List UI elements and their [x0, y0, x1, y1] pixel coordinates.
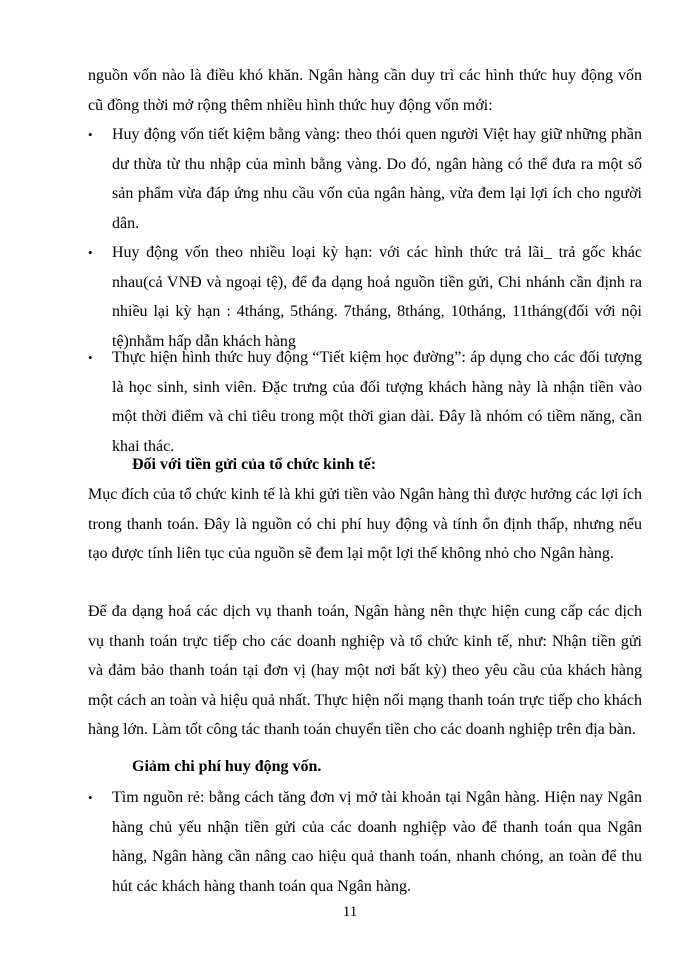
bullet-marker: •: [88, 790, 93, 805]
bullet-text: Huy động vốn tiết kiệm bằng vàng: theo thói quen người Việt hay giữ những phần dư thừa từ thu nhập của mình bằng vàng. Do đó, ngân hàng có thể đưa ra một số sản phẩm vừa đáp ứng nhu cầu vốn của ngân hàng, vừa đem lại lợi ích cho người dân.: [112, 126, 642, 232]
bullet-marker: •: [88, 350, 93, 365]
bullet-item-school-savings: [88, 343, 642, 461]
page-number: 11: [342, 904, 358, 920]
paragraph-payment-services: Để đa dạng hoá các dịch vụ thanh toán, Ngân hàng nên thực hiện cung cấp các dịch vụ thanh toán trực tiếp cho các doanh nghiệp và tổ chức kinh tế, như: Nhận tiền gửi và đảm bảo thanh toán tại đơn vị (hay một nơi bất kỳ) theo yêu cầu của khách hàng một cách an toàn và hiệu quả nhất. Thực hiện nối mạng thanh toán trực tiếp cho khách hàng lớn. Làm tốt công tác thanh toán chuyển tiền cho các doanh nghiệp trên địa bàn.: [88, 603, 642, 738]
bullet-marker: •: [88, 127, 93, 142]
bullet-item-gold-savings: [88, 120, 642, 238]
bullet-text: Tìm nguồn rẻ: bằng cách tăng đơn vị mở tài khoản tại Ngân hàng. Hiện nay Ngân hàng chủ yếu nhận tiền gửi của các doanh nghiệp vào để thanh toán qua Ngân hàng, Ngân hàng cần nâng cao hiệu quả thanh toán, nhanh chóng, an toàn để thu hút các khách hàng thanh toán qua Ngân hàng.: [112, 789, 642, 895]
bullet-marker: •: [88, 245, 93, 260]
bullet-item-cheap-sources: [88, 783, 642, 901]
intro-paragraph: nguồn vốn nào là điều khó khăn. Ngân hàng cần duy trì các hình thức huy động vốn cũ đồng thời mở rộng thêm nhiều hình thức huy động vốn mới:: [88, 67, 642, 114]
bullet-text: Thực hiện hình thức huy động “Tiết kiệm học đường”: áp dụng cho các đối tượng là học sinh, sinh viên. Đặc trưng của đối tượng khách hàng này là nhận tiền vào một thời điểm và chi tiêu trong một thời gian dài. Đây là nhóm có tiềm năng, cần khai thác.: [112, 349, 642, 455]
section-heading-economic-org: Đối với tiền gửi của tổ chức kinh tế:: [132, 456, 377, 473]
bullet-text: Huy động vốn theo nhiều loại kỳ hạn: với các hình thức trả lãi_ trả gốc khác nhau(cả VNĐ và ngoại tệ), để đa dạng hoá nguồn tiền gửi, Chi nhánh cần định ra nhiều lại kỳ hạn : 4tháng, 5tháng. 7tháng, 8tháng, 10tháng, 11tháng(đối với nội tệ)nhằm hấp dẫn khách hàng: [112, 244, 642, 350]
section-heading-reduce-cost: Giảm chi phí huy động vốn.: [132, 758, 322, 775]
paragraph-economic-org: Mục đích của tổ chức kinh tế là khi gửi tiền vào Ngân hàng thì được hưởng các lợi ích trong thanh toán. Đây là nguồn có chi phí huy động và tính ổn định thấp, nhưng nếu tạo được tính liên tục của nguồn sẽ đem lại một lợi thế không nhỏ cho Ngân hàng.: [88, 486, 642, 562]
bullet-item-term-deposits: [88, 238, 642, 356]
